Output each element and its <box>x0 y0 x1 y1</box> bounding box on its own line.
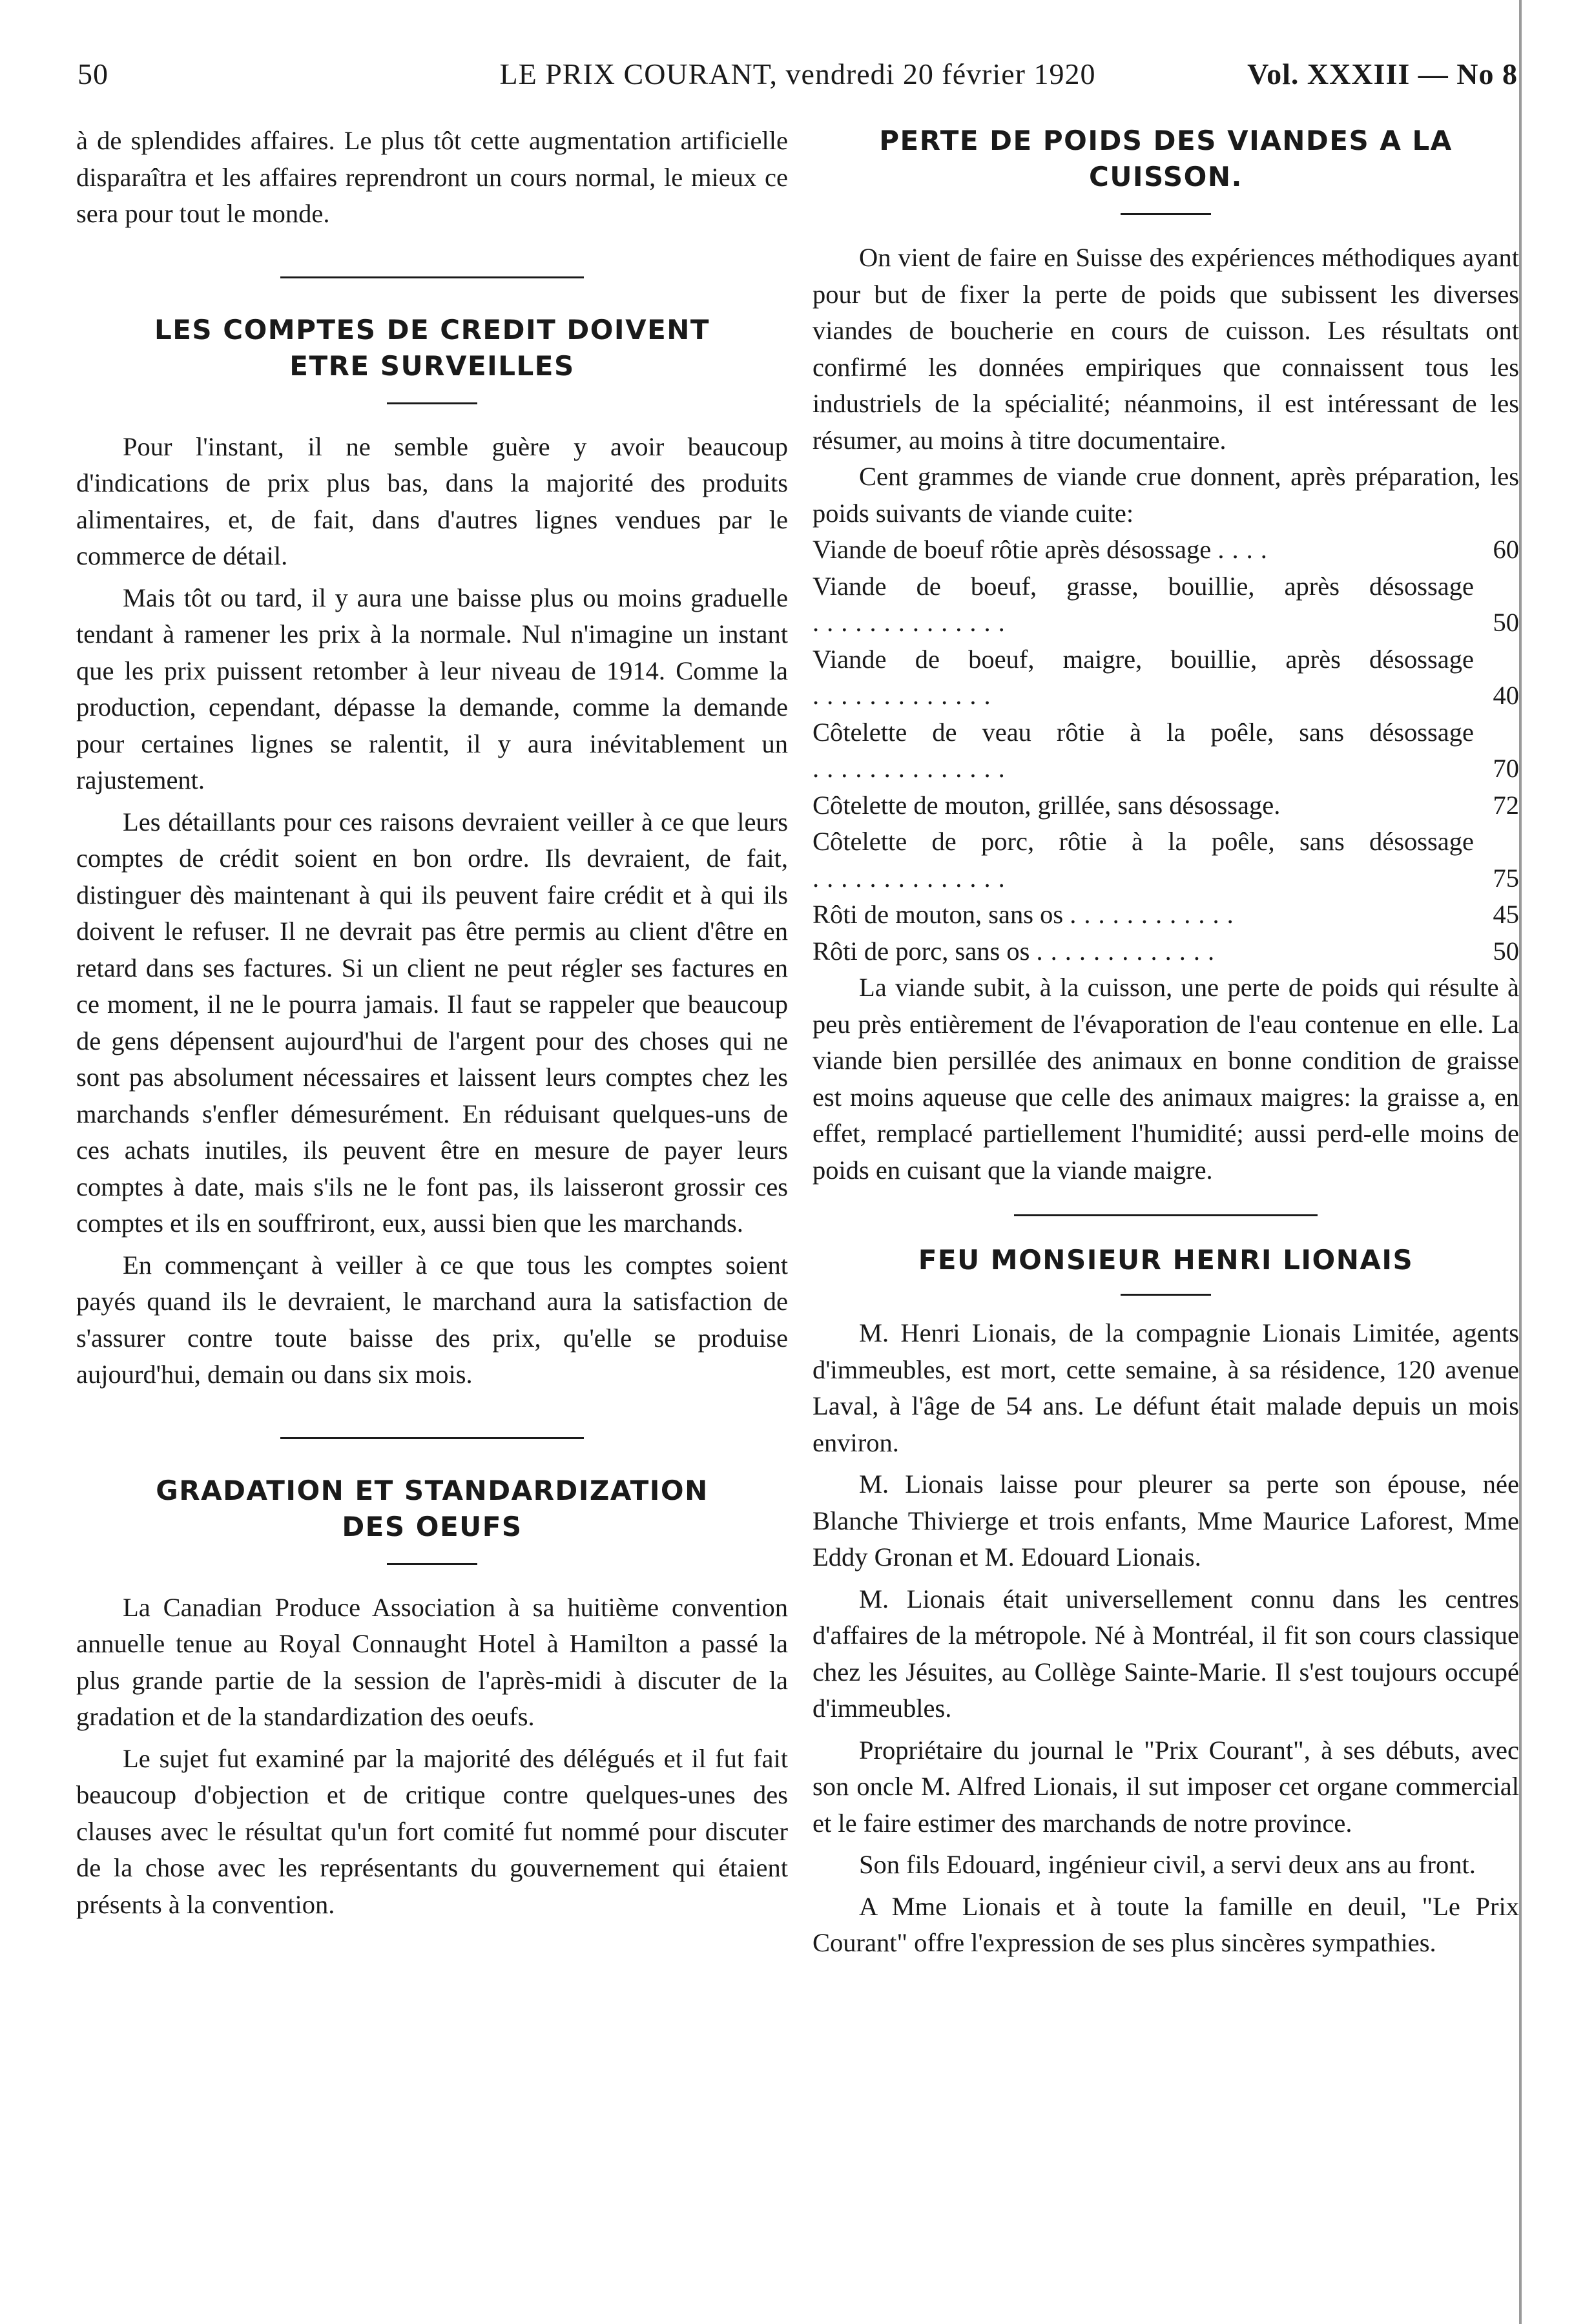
eggs-heading-line-1: GRADATION ET STANDARDIZATION <box>156 1474 709 1506</box>
item-label: Côtelette de mouton, grillée, sans désossage. <box>813 790 1281 820</box>
list-item: Côtelette de veau rôtie à la poêle, sans désossage .............. 70 <box>813 714 1519 787</box>
item-value: 50 <box>1493 936 1519 966</box>
obituary-paragraph-1: M. Henri Lionais, de la compagnie Lionais Limitée, agents d'immeubles, est mort, cette semaine, à sa résidence, 120 avenue Laval, à l'âge de 54 ans. Le défunt était malade depuis un mois environ. <box>813 1318 1519 1457</box>
intro-paragraph: à de splendides affaires. Le plus tôt cette augmentation artificielle disparaîtra et les affaires reprendront un cours normal, le mieux ce sera pour tout le monde. <box>76 126 788 228</box>
item-value: 60 <box>1493 535 1519 564</box>
item-label: Côtelette de porc, rôtie à la poêle, sans désossage <box>813 827 1474 856</box>
item-label: Côtelette de veau rôtie à la poêle, sans désossage <box>813 717 1474 747</box>
list-item: Côtelette de porc, rôtie à la poêle, sans désossage .............. 75 <box>813 824 1519 897</box>
list-item: Viande de boeuf, maigre, bouillie, après désossage ............. 40 <box>813 641 1519 714</box>
item-label: Viande de boeuf, grasse, bouillie, après désossage <box>813 571 1474 601</box>
item-label: Viande de boeuf, maigre, bouillie, après désossage <box>813 644 1474 674</box>
eggs-heading <box>76 1473 788 1545</box>
credit-heading-line-2: ETRE SURVEILLES <box>289 349 575 382</box>
item-label: Viande de boeuf rôtie après désossage <box>813 535 1212 564</box>
credit-paragraph-4: En commençant à veiller à ce que tous les comptes soient payés quand ils le devraient, le marchand aura la satisfaction de s'assurer contre toute baisse des prix, qu'elle se produise aujourd'hui, demain ou dans six mois. <box>76 1250 788 1389</box>
meat-paragraph-1: On vient de faire en Suisse des expériences méthodiques ayant pour but de fixer la perte de poids que subissent les diverses viandes de boucherie en cours de cuisson. Les résultats ont confirmé les données empiriques que connaissent tous les industriels de la spécialité; néanmoins, il est intéressant de les résumer, au moins à titre documentaire. <box>813 243 1519 455</box>
credit-paragraph-2: Mais tôt ou tard, il y aura une baisse plus ou moins graduelle tendant à ramener les prix à la normale. Nul n'imagine un instant que les prix puissent retomber à leur niveau de 1914. Comme la production, cependant, dépasse la demande, comme la demande pour certaines lignes se ralentit, il y aura inévitablement un rajustement. <box>76 583 788 794</box>
item-value: 45 <box>1493 900 1519 929</box>
credit-paragraph-1: Pour l'instant, il ne semble guère y avoir beaucoup d'indications de prix plus bas, dans la majorité des produits alimentaires, et, de fait, dans d'autres lignes vendues par le commerce de détail. <box>76 431 788 570</box>
eggs-paragraph-2: Le sujet fut examiné par la majorité des délégués et il fut fait beaucoup d'objection et de critique contre quelques-unes des clauses avec le résultat qu'un fort comité fut nommé pour discuter de la chose avec les représentants du gouvernement qui étaient présents à la convention. <box>76 1743 788 1919</box>
obituary-paragraph-4: Propriétaire du journal le "Prix Courant", à ses débuts, avec son oncle M. Alfred Lionais, il sut imposer cet organe commercial et le faire estimer des marchands de notre province. <box>813 1735 1519 1838</box>
meat-paragraph-2: Cent grammes de viande crue donnent, après préparation, les poids suivants de viande cuite: <box>813 462 1519 528</box>
item-value: 72 <box>1493 790 1519 820</box>
left-column <box>76 123 788 1923</box>
item-label: Rôti de mouton, sans os <box>813 900 1064 929</box>
credit-heading-line-1: LES COMPTES DE CREDIT DOIVENT <box>154 313 710 346</box>
page-edge-rule <box>1519 0 1522 2324</box>
meat-heading <box>813 123 1519 195</box>
obituary-paragraph-6: A Mme Lionais et à toute la famille en deuil, "Le Prix Courant" offre l'expression de ses plus sincères sympathies. <box>813 1891 1519 1957</box>
credit-heading <box>76 312 788 384</box>
meat-paragraph-3: La viande subit, à la cuisson, une perte de poids qui résulte à peu près entièrement de l'évaporation de l'eau contenue en elle. La viande bien persillée des animaux en bonne condition de graisse est moins aqueuse que celle des animaux maigres: la graisse a, en effet, remplacé partiellement l'humidité; aussi perd-elle moins de poids en cuisant que la viande maigre. <box>813 973 1519 1185</box>
eggs-paragraph-1: La Canadian Produce Association à sa huitième convention annuelle tenue au Royal Connaught Hotel à Hamilton a passé la plus grande partie de la session de l'après-midi à discuter de la gradation et de la standardization des oeufs. <box>76 1592 788 1731</box>
meat-heading-line-1: PERTE DE POIDS DES VIANDES A LA <box>879 125 1453 156</box>
volume-number: Vol. XXXIII — No 8 <box>1247 57 1518 90</box>
right-column <box>813 123 1519 1962</box>
list-item: Rôti de porc, sans os ............. 50 <box>813 933 1519 970</box>
item-value: 40 <box>1493 681 1519 710</box>
eggs-heading-line-2: DES OEUFS <box>342 1510 523 1542</box>
list-item <box>813 787 1519 824</box>
obituary-paragraph-3: M. Lionais était universellement connu dans les centres d'affaires de la métropole. Né à Montréal, il fit son cours classique chez les Jésuites, au Collège Sainte-Marie. Il s'est toujours occupé d'immeubles. <box>813 1584 1519 1723</box>
credit-paragraph-3: Les détaillants pour ces raisons devraient veiller à ce que leurs comptes de crédit soient en bon ordre. Ils devraient, de fait, distinguer dès maintenant à qui ils peuvent faire crédit et à qui ils doivent le refuser. Il ne devrait pas être permis au client d'être en retard dans ses factures. Si un client ne peut régler ses factures en ce moment, il ne le pourra jamais. Il faut se rappeler que beaucoup de gens dépensent aujourd'hui de l'argent pour des choses qui ne sont pas absolument nécessaires et laissent leurs comptes chez les marchands s'enfler démesurément. En réduisant quelques-uns de ces achats inutiles, ils peuvent être en mesure de payer leurs comptes à date, mais s'ils ne le font pas, ils laisseront grossir ces comptes et ils en souffriront, eux, aussi bien que les marchands. <box>76 807 788 1238</box>
cooked-weight-list <box>813 532 1519 970</box>
page-header <box>78 52 1518 97</box>
newspaper-title: LE PRIX COURANT, vendredi 20 février 1920 <box>499 57 1096 90</box>
page-number: 50 <box>78 57 109 90</box>
item-value: 50 <box>1493 608 1519 637</box>
list-item: Viande de boeuf, grasse, bouillie, après désossage .............. 50 <box>813 568 1519 641</box>
obituary-heading: FEU MONSIEUR HENRI LIONAIS <box>918 1244 1414 1276</box>
item-value: 70 <box>1493 754 1519 783</box>
obituary-paragraph-2: M. Lionais laisse pour pleurer sa perte son épouse, née Blanche Thivierge et trois enfants, Mme Maurice Laforest, Mme Eddy Gronan et M. Edouard Lionais. <box>813 1469 1519 1572</box>
list-item: Rôti de mouton, sans os ............ 45 <box>813 897 1519 933</box>
item-label: Rôti de porc, sans os <box>813 936 1030 966</box>
obituary-paragraph-5: Son fils Edouard, ingénieur civil, a servi deux ans au front. <box>859 1850 1476 1879</box>
meat-heading-line-2: CUISSON. <box>1089 161 1243 192</box>
list-item: Viande de boeuf rôtie après désossage .... 60 <box>813 532 1519 568</box>
item-value: 75 <box>1493 863 1519 893</box>
